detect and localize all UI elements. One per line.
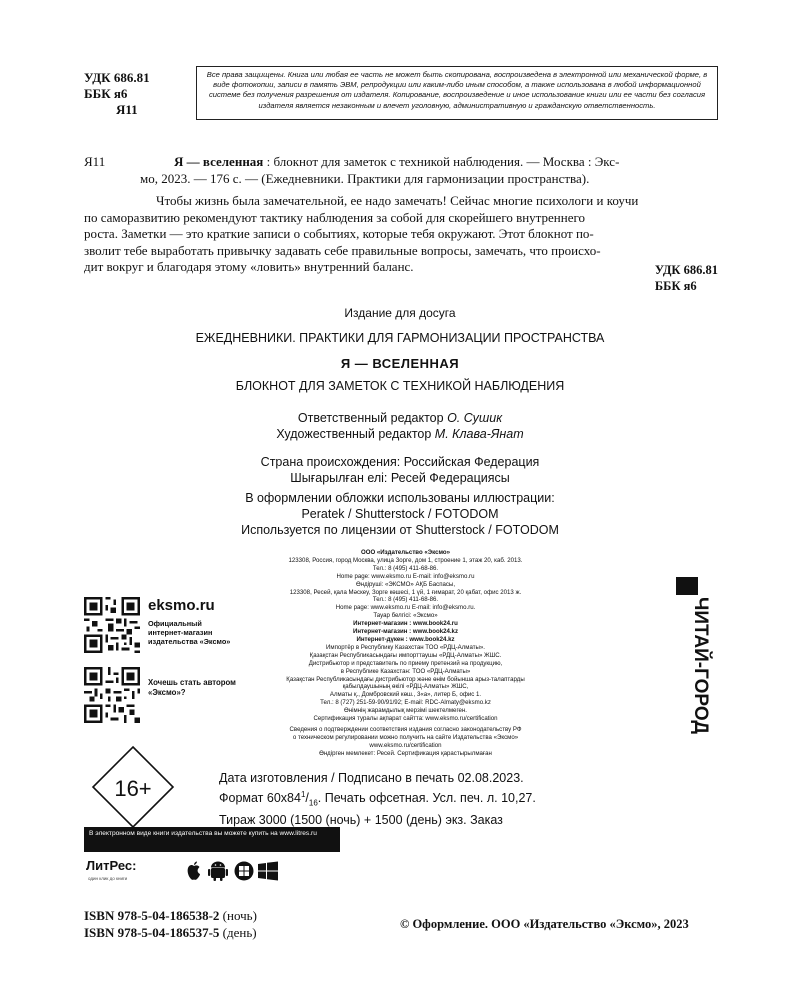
book-title: Я — ВСЕЛЕННАЯ: [340, 356, 460, 371]
production-line-2-rest: . Печать офсетная. Усл. печ. л. 10,27.: [317, 790, 536, 805]
publisher-line: Тауар белгісі: «Эксмо»: [373, 612, 438, 620]
litres-banner[interactable]: [84, 827, 340, 852]
publisher-line: о техническом регулировании можно получить на сайте Издательства «Эксмо»: [292, 733, 519, 741]
shop-ru: Интернет-магазин : www.book24.ru: [353, 620, 458, 628]
publisher-name: ООО «Издательство «Эксмо»: [360, 549, 451, 556]
top-classification-codes: [84, 70, 150, 118]
author-qr-code[interactable]: [84, 667, 140, 728]
publisher-line: Дистрибьютор и представитель по приему претензий на продукцию,: [308, 659, 503, 667]
apple-icon[interactable]: [188, 862, 200, 880]
publisher-line: в Республике Казахстан: ТОО «РДЦ-Алматы»: [340, 667, 471, 675]
age-rating-text: 16+: [114, 776, 152, 801]
catalog-line-2: мо, 2023. — 176 с. — (Ежедневники. Практики для гармонизации пространства).: [140, 170, 590, 186]
origin-kz: Шығарылған елі: Ресей Федерациясы: [290, 471, 510, 485]
copyright-notice: © Оформление. ООО «Издательство «Эксмо», 2023: [400, 917, 689, 931]
isbn-1: ISBN 978-5-04-186538-2: [84, 908, 220, 923]
series-name: ЕЖЕДНЕВНИКИ. ПРАКТИКИ ДЛЯ ГАРМОНИЗАЦИИ ПРОСТРАНСТВА: [195, 331, 605, 345]
production-line-3: Тираж 3000 (1500 (ночь) + 1500 (день) экз. Заказ: [219, 812, 503, 827]
rights-notice-box: [196, 66, 718, 120]
publisher-line: Home page: www.eksmo.ru E-mail: info@eksmo.ru: [336, 572, 475, 580]
publisher-info: [248, 549, 563, 758]
publisher-line: Өнімнің жарамдылық мерзімі шектелмеген.: [344, 707, 467, 715]
annotation-line-5: дит вокруг и благодаря этому «ловить» внутренний баланс.: [84, 259, 414, 274]
litres-banner-text: В электронном виде книги издательства вы можете купить на www.litres.ru: [89, 830, 317, 837]
editors-block: [0, 410, 800, 442]
catalog-record: [84, 154, 720, 187]
production-line-2: Формат $60х84^1/_{16}$. Печать офсетная. Усл. печ. л. 10,27.: [219, 789, 536, 808]
catalog-code: Я11: [84, 154, 106, 169]
eksmo-shop-desc: Официальный интернет-магазин издательства «Эксмо»: [148, 619, 231, 646]
publisher-line: Тел.: 8 (495) 411-68-86.: [372, 596, 439, 604]
author-sign: Я11: [116, 102, 138, 117]
publisher-line: Сертификация туралы ақпарат сайтта: www.eksmo.ru/certification: [313, 715, 498, 723]
publisher-line: Қазақстан Республикасындағы импорттаушы «РДЦ-Алматы» ЖШС.: [309, 651, 502, 659]
eksmo-qr-code[interactable]: [84, 597, 140, 658]
publisher-line: 123308, Россия, город Москва, улица Зорге, дом 1, строение 1, этаж 20, каб. 2013.: [288, 556, 523, 564]
responsible-editor-name: О. Сушик: [447, 411, 503, 425]
responsible-editor: [0, 410, 800, 426]
isbn-2-note: (день): [219, 924, 257, 940]
publisher-line: Өндіруші: «ЭКСМО» АҚБ Баспасы,: [355, 580, 456, 588]
origin-block: [0, 454, 800, 486]
format-label: Формат 60х84: [219, 790, 301, 805]
art-editor-label: Художественный редактор: [276, 427, 435, 441]
eksmo-site-label[interactable]: eksmo.ru: [148, 597, 215, 614]
annotation-line-1: Чтобы жизнь была замечательной, ее надо замечать! Сейчас многие психологи и коучи: [156, 193, 639, 208]
annotation-line-2: по саморазвитию рекомендуют тактику наблюдения за собой для скорейшего внутреннего: [84, 209, 585, 225]
publisher-line: www.eksmo.ru/certification: [369, 741, 442, 749]
udk-code: УДК 686.81: [84, 70, 150, 85]
illustrations-line-1: В оформлении обложки использованы иллюстрации:: [245, 491, 555, 505]
shop-kz: Интернет-магазин : www.book24.kz: [353, 628, 458, 636]
catalog-line-1: [174, 154, 720, 171]
illustrations-line-2: Peratek / Shutterstock / FOTODOM: [301, 507, 499, 521]
become-author-desc: Хочешь стать автором «Эксмо»?: [148, 678, 236, 697]
publisher-line: Өндірген мемлекет: Ресей. Сертификация қарастырылмаған: [319, 749, 492, 757]
annotation-line-3: роста. Заметки — это краткие записи о событиях, которые тебя окружают. Этот блокнот по-: [84, 226, 594, 241]
android-icon[interactable]: [208, 862, 228, 882]
publisher-line: Тел.: 8 (727) 251-59-90/91/92; E-mail: RDC-Almaty@eksmo.kz: [320, 699, 491, 707]
age-diamond-icon: [90, 744, 176, 830]
publisher-line: Тел.: 8 (495) 411-68-86.: [372, 564, 439, 572]
windows-icon[interactable]: [258, 862, 278, 881]
illustrations-line-3: Используется по лицензии от Shutterstock / FOTODOM: [241, 523, 559, 537]
qr-code-icon: [84, 597, 140, 653]
rights-notice-text: Все права защищены. Книга или любая ее часть не может быть скопирована, воспроизведена в электронной или механической форме, в виде фотокопии, записи в память ЭВМ, репродукции или каким-либо иным способом, а также использована в любой информационной системе без получения разрешения от издателя. Копирование, воспроизведение и иное использование книги или ее части без согласия издателя является незаконным и влечет уголовную, административную и гражданскую ответственность.: [206, 70, 708, 110]
publisher-line: Импортёр в Республику Казахстан ТОО «РДЦ-Алматы».: [326, 643, 485, 651]
bbk-code-2: ББК я6: [654, 279, 697, 293]
annotation: [84, 193, 720, 276]
isbn-block: [84, 908, 257, 941]
publisher-line: Алматы қ., Домбровский көш., 3«а», литер Б, офис 1.: [329, 691, 482, 699]
publisher-line: Қазақстан Республикасындағы дистрибьютор және өнім бойынша арыз-талаптарды: [286, 675, 525, 683]
udk-code-2: УДК 686.81: [654, 263, 718, 277]
windows-phone-icon[interactable]: [235, 862, 254, 881]
catalog-title: Я — вселенная: [174, 154, 264, 169]
isbn-line-2: [84, 925, 257, 942]
isbn-2: ISBN 978-5-04-186537-5: [84, 924, 220, 940]
qr-code-icon: [84, 667, 140, 723]
format-denominator: 16: [308, 798, 318, 808]
chitai-gorod-mark-icon: [676, 577, 698, 595]
catalog-line-1-rest: : блокнот для заметок с техникой наблюдения. — Москва : Экс-: [263, 154, 620, 169]
production-line-1: Дата изготовления / Подписано в печать 02.08.2023.: [219, 771, 524, 785]
litres-logo[interactable]: ЛитРес:: [86, 858, 137, 873]
origin-ru: Страна происхождения: Российская Федерация: [260, 455, 540, 469]
publisher-line: Home page: www.eksmo.ru E-mail: info@eksmo.ru.: [335, 604, 476, 612]
production-info: [219, 770, 536, 828]
responsible-editor-label: Ответственный редактор: [297, 411, 448, 425]
publisher-line: 123308, Ресей, қала Мәскеу, Зорге көшесі, 1 үй, 1 ғимарат, 20 қабат, офис 2013 ж.: [289, 588, 522, 596]
age-rating-badge: [90, 744, 176, 830]
book-subtitle: БЛОКНОТ ДЛЯ ЗАМЕТОК С ТЕХНИКОЙ НАБЛЮДЕНИЯ: [235, 379, 565, 393]
annotation-line-4: зволит тебе выработать привычку задавать себе правильные вопросы, замечать, что происхо-: [84, 242, 601, 258]
art-editor: [0, 426, 800, 442]
edition-type: Издание для досуга: [344, 306, 456, 320]
publisher-line: қабылдаушының өкілі «РДЦ-Алматы» ЖШС,: [342, 683, 469, 691]
shop-kz-2: Интернет-дүкен : www.book24.kz: [356, 635, 455, 643]
illustrations-credit: [0, 490, 800, 538]
format-numerator: 1: [300, 789, 306, 799]
chitai-gorod-logo: [672, 575, 711, 760]
publisher-line: Сведения о подтверждении соответствия издания согласно законодательству РФ: [289, 725, 522, 733]
litres-tagline: один клик до книги: [88, 876, 128, 881]
bbk-code: ББК я6: [84, 86, 128, 101]
bottom-classification-codes: [655, 262, 718, 294]
chitai-gorod-text: ЧИТАЙ-ГОРОД: [690, 597, 711, 734]
art-editor-name: М. Клава-Янат: [434, 427, 524, 441]
isbn-1-note: (ночь): [219, 908, 257, 923]
isbn-line-1: [84, 908, 257, 925]
platform-icons: [182, 860, 280, 887]
